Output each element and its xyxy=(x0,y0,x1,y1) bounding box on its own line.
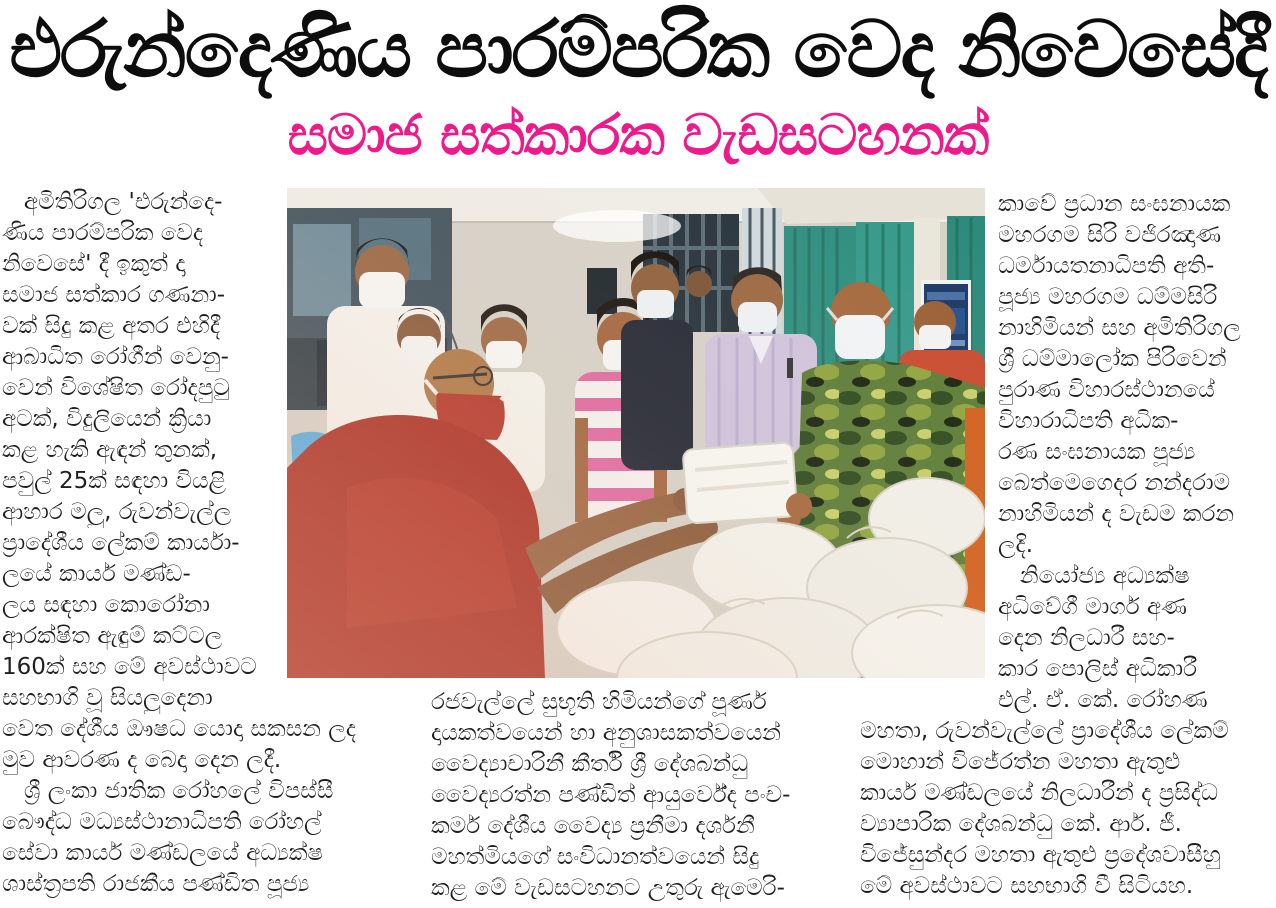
text-line: මොහාන් විජේරත්න මහතා ඇතුළු xyxy=(860,749,1181,775)
text-line: ආහාර මලු, රුවන්වැල්ල xyxy=(2,499,232,525)
text-line: නාහිමියන් ද වැඩම කරන xyxy=(998,501,1235,527)
column-left-wide xyxy=(2,683,432,903)
text-line: විජේසුන්දර මහතා ඇතුළු ප්‍රදේශවාසීහු xyxy=(860,842,1221,868)
text-line: ශ්‍රී ධම්මාලෝක පිරිවෙන් xyxy=(998,346,1227,372)
text-line: කළ හැකි ඇඳන් තුනක්, xyxy=(2,437,218,463)
text-line: ලය සඳහා කොරෝනා xyxy=(2,592,210,618)
text-line: ප්‍රාදේශීය ලේකම් කාර්යා- xyxy=(2,530,240,556)
text-line: ආරක්ෂිත ඇඳුම් කට්ටල xyxy=(2,623,223,649)
text-line: ශ්‍රී ලංකා ජාතික රෝහලේ විපස්සී xyxy=(2,778,334,804)
text-line: අමිතිරිගල 'එරුන්දෙ- xyxy=(2,189,223,215)
text-line: පූජ්‍ය මහරගම ධම්මසිරි xyxy=(998,284,1218,310)
text-line: සමාජ සත්කාර ගණනා- xyxy=(2,282,225,308)
text-line: රණ සංඝනායක පූජ්‍ය xyxy=(998,439,1196,465)
text-line: වෙත දේශීය ඖෂධ යොදා සකසන ලද xyxy=(2,716,356,742)
text-line: කාර පොලිස් අධිකාරී xyxy=(998,656,1197,682)
news-photo-illustration xyxy=(287,188,985,678)
text-line: ණිය පාරම්පරික වෙද xyxy=(2,220,204,246)
text-line: මහතා, රුවන්වැල්ලේ ප්‍රාදේශීය ලේකම් xyxy=(860,718,1229,744)
text-line: විහාරාධිපති අධික- xyxy=(998,408,1179,434)
text-line: මහරගම සිරි වජිරඤාණ xyxy=(998,222,1222,248)
text-line: පවුල් 25ක් සඳහා වියළි xyxy=(2,468,227,494)
text-line: ආබාධිත රෝගීන් වෙනු- xyxy=(2,344,229,370)
text-line: මුව ආවරණ ද බෙදා දෙන ලදී. xyxy=(2,747,282,773)
text-line: බෙත්මෙගෙදර නන්දරාම xyxy=(998,470,1231,496)
column-center xyxy=(431,687,857,905)
headline-sub: සමාජ සත්කාරක වැඩසටහනක් xyxy=(287,103,989,168)
text-line: වෛද්‍යරත්න පණ්ඩිත් ආයුර්වේද පංච- xyxy=(431,782,791,808)
news-photo xyxy=(287,188,985,678)
text-line: මහත්මියගේ සංවිධානත්වයෙන් සිදු xyxy=(431,844,760,870)
text-line: කළ මේ වැඩසටහනට උතුරු ඇමෙරි- xyxy=(431,875,785,901)
headline-main: එරුන්දෙණිය පාරම්පරික වෙද නිවෙසේදී xyxy=(9,5,1267,95)
text-line: දෙන නිලධාරී සහ- xyxy=(998,625,1175,651)
text-line: ලයේ කාර්ය මණ්ඩ- xyxy=(2,561,191,587)
text-line: වෛද්‍යාචාරිනී කීර්ති ශ්‍රී දේශබන්ධු xyxy=(431,751,749,777)
text-line: 160ක් සහ මේ අවස්ථාවට xyxy=(2,654,257,680)
text-line: කාර්ය මණ්ඩලයේ නිලධාරීන් ද ප්‍රසිද්ධ xyxy=(860,780,1219,806)
text-line: වෙන් විශේෂිත රෝදපුටු xyxy=(2,375,230,401)
text-line: ලදි. xyxy=(998,532,1034,558)
text-line: එල්. ඒ. කේ. රෝහණ xyxy=(998,687,1208,713)
text-line: අටක්, විදුලියෙන් ක්‍රියා xyxy=(2,406,212,432)
text-line: වක් සිදු කළ අතර එහිදී xyxy=(2,313,221,339)
column-left-narrow xyxy=(2,187,285,683)
text-line: මේ අවස්ථාවට සහභාගි වී සිටියහ. xyxy=(860,873,1194,899)
text-line: ව්‍යාපාරික දේශබන්ධු කේ. ආර්. ජී. xyxy=(860,811,1182,837)
text-line: රජවැල්ලේ සුභූති හිමියන්ගේ පූර්ණ xyxy=(431,689,767,715)
column-right-narrow xyxy=(998,189,1276,717)
text-line: බෞද්ධ මධ්‍යස්ථානාධිපති රෝහල් xyxy=(2,809,322,835)
column-right-wide xyxy=(860,716,1276,906)
text-line: කර්ම දේශීය වෛද්‍ය ප්‍රනීමා දර්ශනී xyxy=(431,813,755,839)
text-line: නියෝජ්‍ය අධ්‍යක්ෂ xyxy=(998,563,1190,589)
text-line: නිවෙසේ' දී ඉකුත් දා xyxy=(2,251,186,277)
text-line: ශාස්ත්‍රපති රාජකීය පණ්ඩිත පූජ්‍ය xyxy=(2,871,310,897)
text-line: ධර්මායතනාධිපති අති- xyxy=(998,253,1215,279)
text-line: පුරාණ විහාරස්ථානයේ xyxy=(998,377,1215,403)
text-line: නාහිමියන් සහ අමිතිරිගල xyxy=(998,315,1241,341)
text-line: අධිවේගී මාර්ග අණ xyxy=(998,594,1187,620)
text-line: දායකත්වයෙන් හා අනුශාසකත්වයෙන් xyxy=(431,720,781,746)
text-line: කාවේ ප්‍රධාන සංඝනායක xyxy=(998,191,1231,217)
text-line: සේවා කාර්ය මණ්ඩලයේ අධ්‍යක්ෂ xyxy=(2,840,323,866)
text-line: සහභාගි වූ සියලුදෙනා xyxy=(2,685,213,711)
